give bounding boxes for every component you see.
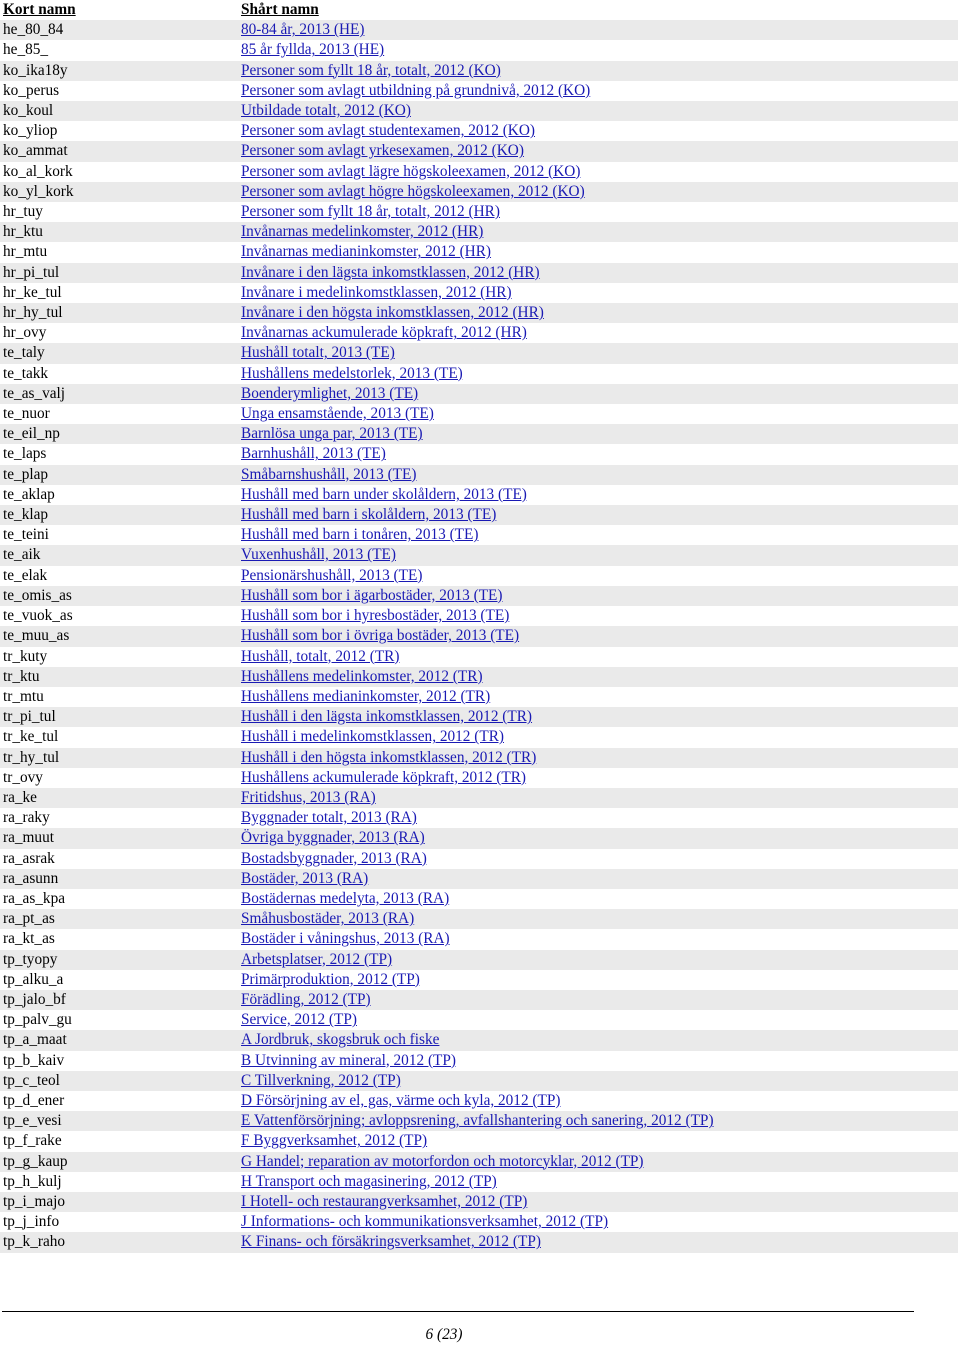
long-name-cell xyxy=(238,970,958,990)
long-name-cell xyxy=(238,1131,958,1151)
table-header-row xyxy=(0,0,958,20)
footer-divider xyxy=(2,1311,914,1312)
short-name-cell: hr_ktu xyxy=(0,222,238,242)
short-name-cell: tr_mtu xyxy=(0,687,238,707)
long-name-link[interactable]: Personer som fyllt 18 år, totalt, 2012 (KO) xyxy=(241,61,501,79)
long-name-cell xyxy=(238,707,958,727)
long-name-link[interactable]: Personer som avlagt studentexamen, 2012 (KO) xyxy=(241,122,535,140)
table-row xyxy=(0,525,958,545)
short-name-cell: ra_ke xyxy=(0,788,238,808)
table-row xyxy=(0,424,958,444)
long-name-cell xyxy=(238,303,958,323)
short-name-cell: te_vuok_as xyxy=(0,606,238,626)
long-name-link[interactable]: Arbetsplatser, 2012 (TP) xyxy=(241,950,393,968)
table-row xyxy=(0,263,958,283)
table-row xyxy=(0,404,958,424)
long-name-cell xyxy=(238,1030,958,1050)
short-name-cell: tp_i_majo xyxy=(0,1192,238,1212)
short-name-cell: tp_palv_gu xyxy=(0,1010,238,1030)
long-name-cell xyxy=(238,1071,958,1091)
short-name-cell: te_omis_as xyxy=(0,586,238,606)
long-name-cell xyxy=(238,1111,958,1131)
short-name-cell: te_nuor xyxy=(0,404,238,424)
long-name-cell xyxy=(238,687,958,707)
long-name-link[interactable]: I Hotell- och restaurangverksamhet, 2012 (TP) xyxy=(241,1192,528,1210)
table-row xyxy=(0,1192,958,1212)
short-name-cell: ko_koul xyxy=(0,101,238,121)
table-row xyxy=(0,990,958,1010)
long-name-link[interactable]: Hushåll som bor i övriga bostäder, 2013 (TE) xyxy=(241,627,520,645)
long-name-cell xyxy=(238,404,958,424)
long-name-link[interactable]: H Transport och magasinering, 2012 (TP) xyxy=(241,1172,497,1190)
short-name-cell: te_taly xyxy=(0,343,238,363)
table-row xyxy=(0,869,958,889)
long-name-link[interactable]: 80-84 år, 2013 (HE) xyxy=(241,21,365,39)
table-row xyxy=(0,505,958,525)
table-row xyxy=(0,141,958,161)
table-row xyxy=(0,586,958,606)
long-name-cell xyxy=(238,748,958,768)
table-row xyxy=(0,849,958,869)
long-name-cell xyxy=(238,81,958,101)
long-name-cell xyxy=(238,1051,958,1071)
table-row xyxy=(0,687,958,707)
long-name-cell xyxy=(238,40,958,60)
short-name-cell: ko_yl_kork xyxy=(0,182,238,202)
long-name-link[interactable]: Invånare i den högsta inkomstklassen, 2012 (HR) xyxy=(241,304,544,322)
long-name-cell xyxy=(238,20,958,40)
long-name-link[interactable]: Hushåll som bor i hyresbostäder, 2013 (TE) xyxy=(241,607,510,625)
long-name-link[interactable]: A Jordbruk, skogsbruk och fiske xyxy=(241,1031,440,1049)
long-name-link[interactable]: Hushållens medelinkomster, 2012 (TR) xyxy=(241,667,483,685)
long-name-link[interactable]: Hushåll, totalt, 2012 (TR) xyxy=(241,647,400,665)
short-name-cell: te_teini xyxy=(0,525,238,545)
short-name-cell: te_aklap xyxy=(0,485,238,505)
short-name-cell: ra_kt_as xyxy=(0,929,238,949)
long-name-cell xyxy=(238,667,958,687)
table-row xyxy=(0,61,958,81)
long-name-cell xyxy=(238,889,958,909)
table-row xyxy=(0,1172,958,1192)
long-name-cell xyxy=(238,182,958,202)
short-name-cell: he_80_84 xyxy=(0,20,238,40)
table-row xyxy=(0,121,958,141)
long-name-cell xyxy=(238,222,958,242)
long-name-cell xyxy=(238,242,958,262)
long-name-link[interactable]: Bostädernas medelyta, 2013 (RA) xyxy=(241,889,450,907)
table-row xyxy=(0,81,958,101)
short-name-cell: tp_b_kaiv xyxy=(0,1051,238,1071)
table-row xyxy=(0,1030,958,1050)
long-name-cell xyxy=(238,788,958,808)
short-name-cell: ra_asunn xyxy=(0,869,238,889)
short-name-cell: tp_f_rake xyxy=(0,1131,238,1151)
short-name-cell: tp_alku_a xyxy=(0,970,238,990)
long-name-cell xyxy=(238,929,958,949)
table-row xyxy=(0,1152,958,1172)
short-name-cell: tp_h_kulj xyxy=(0,1172,238,1192)
long-name-link[interactable]: Småbarnshushåll, 2013 (TE) xyxy=(241,465,417,483)
long-name-cell xyxy=(238,566,958,586)
long-name-link[interactable]: Personer som avlagt lägre högskoleexamen, 2012 (KO) xyxy=(241,162,581,180)
short-name-cell: te_eil_np xyxy=(0,424,238,444)
long-name-cell xyxy=(238,950,958,970)
table-row xyxy=(0,909,958,929)
long-name-cell xyxy=(238,1212,958,1232)
long-name-link[interactable]: Bostäder i våningshus, 2013 (RA) xyxy=(241,930,450,948)
short-name-cell: tr_ke_tul xyxy=(0,727,238,747)
table-row xyxy=(0,808,958,828)
short-name-cell: ra_muut xyxy=(0,828,238,848)
table-row xyxy=(0,444,958,464)
short-name-cell: tr_hy_tul xyxy=(0,748,238,768)
table-row xyxy=(0,950,958,970)
short-name-cell: te_plap xyxy=(0,465,238,485)
table-row xyxy=(0,1232,958,1252)
short-name-cell: tr_pi_tul xyxy=(0,707,238,727)
header-long-name: Shårt namn xyxy=(238,0,958,20)
long-name-link[interactable]: J Informations- och kommunikationsverksamhet, 2012 (TP) xyxy=(241,1213,609,1231)
short-name-cell: ko_ika18y xyxy=(0,61,238,81)
long-name-link[interactable]: Hushåll som bor i ägarbostäder, 2013 (TE) xyxy=(241,586,503,604)
short-name-cell: ko_ammat xyxy=(0,141,238,161)
long-name-link[interactable]: Hushållens ackumulerade köpkraft, 2012 (TR) xyxy=(241,768,527,786)
short-name-cell: te_elak xyxy=(0,566,238,586)
table-row xyxy=(0,748,958,768)
short-name-cell: te_as_valj xyxy=(0,384,238,404)
table-row xyxy=(0,364,958,384)
long-name-link[interactable]: K Finans- och försäkringsverksamhet, 2012 (TP) xyxy=(241,1233,541,1251)
long-name-link[interactable]: Hushåll med barn under skolåldern, 2013 (TE) xyxy=(241,485,527,503)
table-row xyxy=(0,242,958,262)
long-name-link[interactable]: Invånare i medelinkomstklassen, 2012 (HR) xyxy=(241,283,512,301)
short-name-cell: tp_tyopy xyxy=(0,950,238,970)
table-row xyxy=(0,1131,958,1151)
short-name-cell: hr_hy_tul xyxy=(0,303,238,323)
table-row xyxy=(0,1051,958,1071)
short-name-cell: hr_pi_tul xyxy=(0,263,238,283)
table-row xyxy=(0,283,958,303)
short-name-cell: hr_ovy xyxy=(0,323,238,343)
long-name-cell xyxy=(238,909,958,929)
long-name-link[interactable]: Personer som avlagt högre högskoleexamen, 2012 (KO) xyxy=(241,182,585,200)
short-name-cell: tp_jalo_bf xyxy=(0,990,238,1010)
long-name-link[interactable]: Förädling, 2012 (TP) xyxy=(241,990,371,1008)
short-name-cell: tr_ovy xyxy=(0,768,238,788)
table-row xyxy=(0,1010,958,1030)
short-name-cell: ra_pt_as xyxy=(0,909,238,929)
long-name-link[interactable]: Barnhushåll, 2013 (TE) xyxy=(241,445,386,463)
table-row xyxy=(0,222,958,242)
table-row xyxy=(0,465,958,485)
short-name-cell: te_klap xyxy=(0,505,238,525)
table-row xyxy=(0,647,958,667)
long-name-cell xyxy=(238,727,958,747)
long-name-link[interactable]: F Byggverksamhet, 2012 (TP) xyxy=(241,1132,428,1150)
short-name-cell: ra_as_kpa xyxy=(0,889,238,909)
long-name-link[interactable]: Primärproduktion, 2012 (TP) xyxy=(241,970,420,988)
short-name-cell: tp_j_info xyxy=(0,1212,238,1232)
table-row xyxy=(0,182,958,202)
long-name-cell xyxy=(238,485,958,505)
table-row xyxy=(0,970,958,990)
long-name-link[interactable]: Boenderymlighet, 2013 (TE) xyxy=(241,384,419,402)
short-name-cell: te_takk xyxy=(0,364,238,384)
table-row xyxy=(0,343,958,363)
long-name-link[interactable]: Pensionärshushåll, 2013 (TE) xyxy=(241,566,423,584)
short-name-cell: hr_ke_tul xyxy=(0,283,238,303)
short-name-cell: ko_al_kork xyxy=(0,162,238,182)
page-number: 6 (23) xyxy=(425,1326,463,1343)
long-name-cell xyxy=(238,1091,958,1111)
long-name-link[interactable]: Övriga byggnader, 2013 (RA) xyxy=(241,829,425,847)
long-name-cell xyxy=(238,364,958,384)
long-name-link[interactable]: Utbildade totalt, 2012 (KO) xyxy=(241,102,411,120)
table-row xyxy=(0,101,958,121)
long-name-link[interactable]: Service, 2012 (TP) xyxy=(241,1011,357,1029)
long-name-cell xyxy=(238,263,958,283)
table-row xyxy=(0,485,958,505)
long-name-cell xyxy=(238,162,958,182)
long-name-cell xyxy=(238,828,958,848)
long-name-link[interactable]: Bostadsbyggnader, 2013 (RA) xyxy=(241,849,427,867)
long-name-link[interactable]: Invånarnas medelinkomster, 2012 (HR) xyxy=(241,223,484,241)
long-name-link[interactable]: Hushåll totalt, 2013 (TE) xyxy=(241,344,395,362)
short-name-cell: tr_ktu xyxy=(0,667,238,687)
table-row xyxy=(0,626,958,646)
long-name-link[interactable]: G Handel; reparation av motorfordon och motorcyklar, 2012 (TP) xyxy=(241,1152,644,1170)
long-name-cell xyxy=(238,1172,958,1192)
long-name-link[interactable]: Hushållens medelstorlek, 2013 (TE) xyxy=(241,364,463,382)
table-row xyxy=(0,1091,958,1111)
long-name-link[interactable]: Fritidshus, 2013 (RA) xyxy=(241,788,376,806)
long-name-cell xyxy=(238,626,958,646)
short-name-cell: tp_e_vesi xyxy=(0,1111,238,1131)
short-name-cell: tp_k_raho xyxy=(0,1232,238,1252)
long-name-cell xyxy=(238,849,958,869)
short-name-cell: tp_g_kaup xyxy=(0,1152,238,1172)
short-name-cell: ra_asrak xyxy=(0,849,238,869)
long-name-cell xyxy=(238,1232,958,1252)
table-row xyxy=(0,667,958,687)
long-name-cell xyxy=(238,1152,958,1172)
long-name-cell xyxy=(238,545,958,565)
long-name-link[interactable]: E Vattenförsörjning; avloppsrening, avfallshantering och sanering, 2012 (TP) xyxy=(241,1112,714,1130)
long-name-link[interactable]: Personer som fyllt 18 år, totalt, 2012 (HR) xyxy=(241,203,500,221)
long-name-cell xyxy=(238,61,958,81)
long-name-cell xyxy=(238,424,958,444)
long-name-cell xyxy=(238,283,958,303)
long-name-link[interactable]: Bostäder, 2013 (RA) xyxy=(241,869,369,887)
table-row xyxy=(0,566,958,586)
long-name-link[interactable]: Byggnader totalt, 2013 (RA) xyxy=(241,809,417,827)
short-name-cell: te_aik xyxy=(0,545,238,565)
long-name-link[interactable]: Vuxenhushåll, 2013 (TE) xyxy=(241,546,396,564)
table-row xyxy=(0,828,958,848)
table-row xyxy=(0,1212,958,1232)
short-name-cell: ko_yliop xyxy=(0,121,238,141)
long-name-cell xyxy=(238,121,958,141)
table-row xyxy=(0,20,958,40)
short-name-cell: te_muu_as xyxy=(0,626,238,646)
table-row xyxy=(0,929,958,949)
table-row xyxy=(0,788,958,808)
long-name-cell xyxy=(238,808,958,828)
table-row xyxy=(0,40,958,60)
long-name-cell xyxy=(238,1192,958,1212)
short-name-cell: tp_a_maat xyxy=(0,1030,238,1050)
long-name-link[interactable]: Invånare i den lägsta inkomstklassen, 2012 (HR) xyxy=(241,263,540,281)
short-name-cell: te_laps xyxy=(0,444,238,464)
long-name-link[interactable]: B Utvinning av mineral, 2012 (TP) xyxy=(241,1051,456,1069)
short-name-cell: he_85_ xyxy=(0,40,238,60)
table-row xyxy=(0,545,958,565)
long-name-link[interactable]: Hushåll i medelinkomstklassen, 2012 (TR) xyxy=(241,728,504,746)
table-row xyxy=(0,323,958,343)
long-name-cell xyxy=(238,869,958,889)
long-name-cell xyxy=(238,505,958,525)
long-name-cell xyxy=(238,525,958,545)
table-row xyxy=(0,727,958,747)
table-row xyxy=(0,303,958,323)
long-name-link[interactable]: Invånarnas ackumulerade köpkraft, 2012 (HR) xyxy=(241,324,527,342)
short-name-cell: tr_kuty xyxy=(0,647,238,667)
short-name-cell: hr_mtu xyxy=(0,242,238,262)
long-name-link[interactable]: C Tillverkning, 2012 (TP) xyxy=(241,1071,401,1089)
long-name-link[interactable]: D Försörjning av el, gas, värme och kyla, 2012 (TP) xyxy=(241,1091,561,1109)
long-name-link[interactable]: Invånarnas medianinkomster, 2012 (HR) xyxy=(241,243,492,261)
long-name-link[interactable]: Hushåll i den lägsta inkomstklassen, 2012 (TR) xyxy=(241,708,533,726)
table-row xyxy=(0,707,958,727)
long-name-cell xyxy=(238,768,958,788)
short-name-cell: ra_raky xyxy=(0,808,238,828)
long-name-cell xyxy=(238,990,958,1010)
long-name-cell xyxy=(238,101,958,121)
header-short-name: Kort namn xyxy=(0,0,238,20)
long-name-cell xyxy=(238,465,958,485)
long-name-link[interactable]: Hushåll med barn i tonåren, 2013 (TE) xyxy=(241,526,479,544)
long-name-link[interactable]: 85 år fyllda, 2013 (HE) xyxy=(241,41,385,59)
long-name-link[interactable]: Hushåll i den högsta inkomstklassen, 2012 (TR) xyxy=(241,748,537,766)
long-name-link[interactable]: Personer som avlagt yrkesexamen, 2012 (KO) xyxy=(241,142,524,160)
table-body xyxy=(0,20,958,1252)
table-row xyxy=(0,1111,958,1131)
long-name-cell xyxy=(238,141,958,161)
long-name-cell xyxy=(238,343,958,363)
long-name-link[interactable]: Småhusbostäder, 2013 (RA) xyxy=(241,910,415,928)
short-name-cell: tp_c_teol xyxy=(0,1071,238,1091)
table-row xyxy=(0,1071,958,1091)
short-name-cell: hr_tuy xyxy=(0,202,238,222)
long-name-cell xyxy=(238,647,958,667)
long-name-cell xyxy=(238,323,958,343)
long-name-cell xyxy=(238,1010,958,1030)
table-row xyxy=(0,889,958,909)
table-row xyxy=(0,768,958,788)
long-name-cell xyxy=(238,586,958,606)
long-name-link[interactable]: Hushållens medianinkomster, 2012 (TR) xyxy=(241,687,491,705)
long-name-link[interactable]: Hushåll med barn i skolåldern, 2013 (TE) xyxy=(241,506,497,524)
long-name-link[interactable]: Personer som avlagt utbildning på grundnivå, 2012 (KO) xyxy=(241,81,591,99)
table-row xyxy=(0,202,958,222)
long-name-link[interactable]: Unga ensamstående, 2013 (TE) xyxy=(241,405,434,423)
long-name-cell xyxy=(238,202,958,222)
table-row xyxy=(0,384,958,404)
short-name-cell: ko_perus xyxy=(0,81,238,101)
long-name-cell xyxy=(238,444,958,464)
long-name-cell xyxy=(238,384,958,404)
long-name-cell xyxy=(238,606,958,626)
short-name-cell: tp_d_ener xyxy=(0,1091,238,1111)
table-row xyxy=(0,162,958,182)
long-name-link[interactable]: Barnlösa unga par, 2013 (TE) xyxy=(241,425,423,443)
table-row xyxy=(0,606,958,626)
